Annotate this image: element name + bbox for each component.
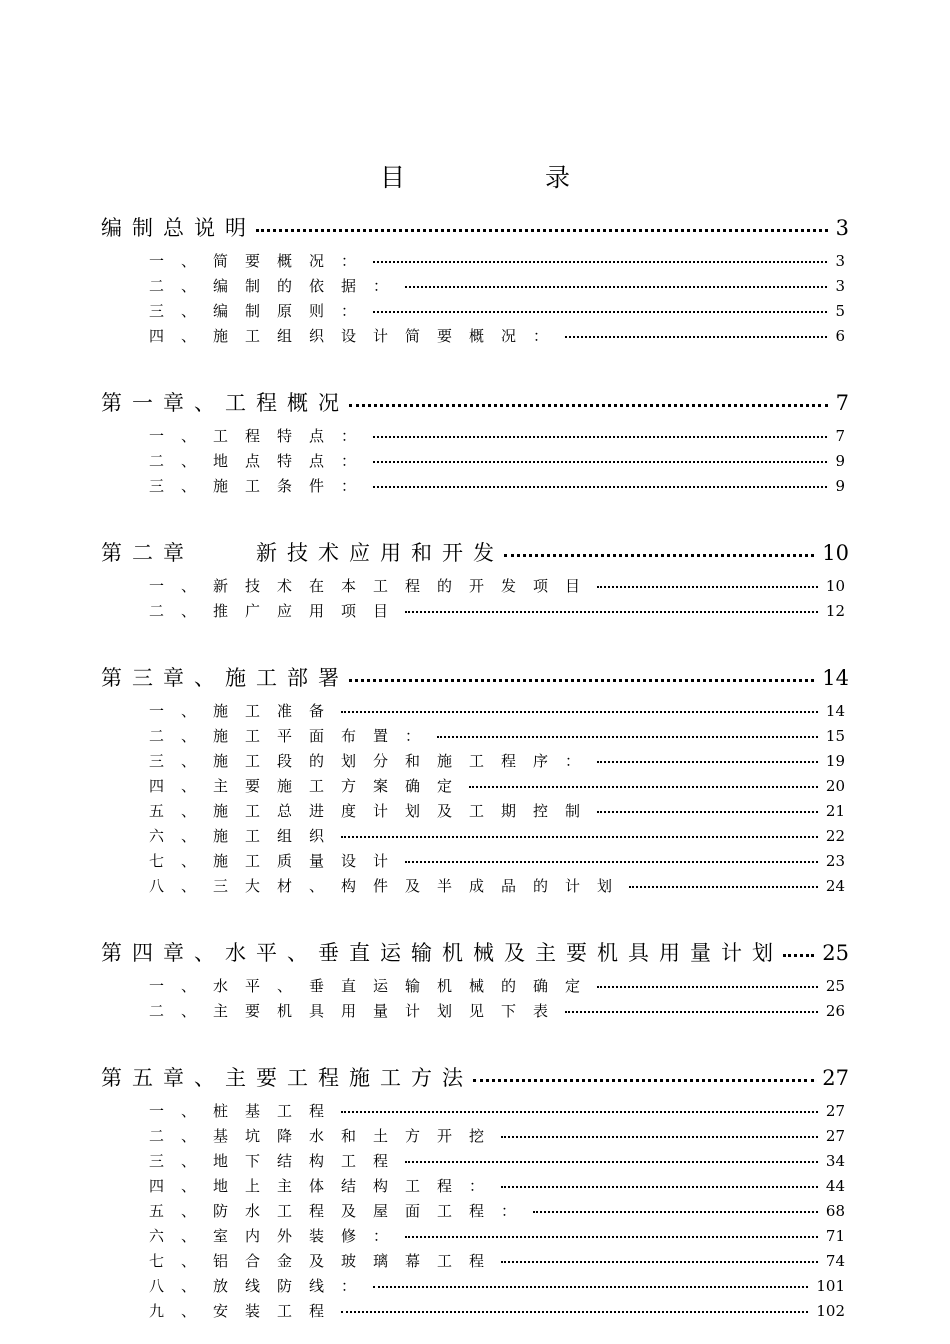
toc-item[interactable] [149, 475, 845, 496]
dot-leader [373, 485, 827, 488]
dot-leader [501, 1135, 818, 1138]
chapter-heading-page-number: 3 [835, 216, 849, 240]
toc-item[interactable] [149, 875, 845, 896]
chapter-heading[interactable] [101, 537, 849, 567]
toc-item[interactable] [149, 1175, 845, 1196]
toc-item-label: 七、铝合金及玻璃幕工程 [149, 1252, 502, 1270]
toc-item[interactable] [149, 1225, 845, 1246]
toc-item[interactable] [149, 800, 845, 821]
toc-item-page-number: 9 [835, 477, 845, 495]
toc-item[interactable] [149, 975, 845, 996]
toc-item-page-number: 5 [835, 302, 845, 320]
dot-leader [469, 785, 818, 788]
chapter-heading-page-number: 10 [822, 541, 849, 565]
dot-leader [373, 1285, 808, 1288]
toc-item-page-number: 25 [825, 977, 845, 995]
dot-leader [349, 678, 814, 682]
toc-item[interactable] [149, 1250, 845, 1271]
toc-item-label: 一、工程特点： [149, 427, 374, 445]
dot-leader [405, 860, 818, 863]
toc-item-label: 四、地上主体结构工程： [149, 1177, 502, 1195]
toc-item-label: 二、基坑降水和土方开挖 [149, 1127, 502, 1145]
toc-item[interactable] [149, 300, 845, 321]
toc-item-page-number: 9 [835, 452, 845, 470]
toc-item-page-number: 74 [825, 1252, 845, 1270]
toc-item[interactable] [149, 425, 845, 446]
chapter-heading-label: 第一章、工程概况 [101, 391, 349, 415]
dot-leader [565, 335, 827, 338]
toc-item[interactable] [149, 1275, 845, 1296]
dot-leader [373, 435, 827, 438]
dot-leader [341, 710, 818, 713]
toc-item-page-number: 3 [835, 277, 845, 295]
toc-item-label: 五、防水工程及屋面工程： [149, 1202, 534, 1220]
chapter-heading-page-number: 27 [822, 1066, 849, 1090]
toc-item-page-number: 27 [825, 1102, 845, 1120]
dot-leader [341, 1110, 818, 1113]
toc-item-label: 六、室内外装修： [149, 1227, 406, 1245]
toc-item[interactable] [149, 600, 845, 621]
dot-leader [341, 1310, 808, 1313]
toc-item[interactable] [149, 450, 845, 471]
toc-item-page-number: 20 [825, 777, 845, 795]
toc-item-label: 四、施工组织设计简要概况： [149, 327, 566, 345]
toc-item-page-number: 15 [825, 727, 845, 745]
toc-item-label: 六、施工组织 [149, 827, 342, 845]
toc-item-label: 二、地点特点： [149, 452, 374, 470]
dot-leader [597, 760, 818, 763]
dot-leader [629, 885, 818, 888]
toc-item-label: 三、编制原则： [149, 302, 374, 320]
toc-item[interactable] [149, 850, 845, 871]
toc-item[interactable] [149, 825, 845, 846]
toc-item-page-number: 19 [825, 752, 845, 770]
toc-item[interactable] [149, 275, 845, 296]
toc-item-label: 一、施工准备 [149, 702, 342, 720]
toc-item-page-number: 10 [825, 577, 845, 595]
toc-item-label: 一、水平、垂直运输机械的确定 [149, 977, 598, 995]
toc-item-page-number: 7 [835, 427, 845, 445]
toc-item-label: 二、主要机具用量计划见下表 [149, 1002, 566, 1020]
toc-item-page-number: 71 [825, 1227, 845, 1245]
toc-item[interactable] [149, 250, 845, 271]
chapter-heading-page-number: 14 [822, 666, 849, 690]
page-title [0, 158, 950, 194]
dot-leader [783, 953, 814, 957]
toc-item-label: 一、新技术在本工程的开发项目 [149, 577, 598, 595]
dot-leader [373, 260, 827, 263]
dot-leader [501, 1260, 818, 1263]
chapter-heading-label: 第三章、施工部署 [101, 666, 349, 690]
toc-item[interactable] [149, 1300, 845, 1321]
dot-leader [565, 1010, 818, 1013]
toc-item-label: 三、施工段的划分和施工程序： [149, 752, 598, 770]
chapter-heading-page-number: 7 [835, 391, 849, 415]
chapter-heading[interactable] [101, 1062, 849, 1092]
toc-item-page-number: 6 [835, 327, 845, 345]
toc-item[interactable] [149, 1100, 845, 1121]
toc-item-label: 二、推广应用项目 [149, 602, 406, 620]
toc-item-label: 五、施工总进度计划及工期控制 [149, 802, 598, 820]
chapter-heading-label: 第五章、主要工程施工方法 [101, 1066, 473, 1090]
dot-leader [437, 735, 818, 738]
toc-item-page-number: 44 [825, 1177, 845, 1195]
toc-item[interactable] [149, 575, 845, 596]
toc-item[interactable] [149, 1150, 845, 1171]
toc-item-label: 八、放线防线： [149, 1277, 374, 1295]
toc-item-page-number: 3 [835, 252, 845, 270]
toc-item-page-number: 12 [825, 602, 845, 620]
dot-leader [533, 1210, 818, 1213]
chapter-heading[interactable] [101, 212, 849, 242]
toc-item-page-number: 23 [825, 852, 845, 870]
toc-item-label: 一、桩基工程 [149, 1102, 342, 1120]
chapter-heading-label: 第二章 新技术应用和开发 [101, 541, 504, 565]
chapter-heading-page-number: 25 [822, 941, 849, 965]
toc-item-label: 三、施工条件： [149, 477, 374, 495]
toc-item[interactable] [149, 775, 845, 796]
chapter-heading[interactable] [101, 662, 849, 692]
toc-item-page-number: 22 [825, 827, 845, 845]
toc-item-label: 四、主要施工方案确定 [149, 777, 470, 795]
toc-item[interactable] [149, 700, 845, 721]
toc-item[interactable] [149, 750, 845, 771]
dot-leader [473, 1078, 814, 1082]
toc-item-page-number: 26 [825, 1002, 845, 1020]
dot-leader [597, 585, 818, 588]
dot-leader [405, 1235, 818, 1238]
toc-item-label: 九、安装工程 [149, 1302, 342, 1320]
chapter-heading-label: 编制总说明 [101, 216, 256, 240]
dot-leader [341, 835, 818, 838]
chapter-heading-label: 第四章、水平、垂直运输机械及主要机具用量计划 [101, 941, 783, 965]
toc-item-page-number: 24 [825, 877, 845, 895]
toc-item[interactable] [149, 1200, 845, 1221]
toc-item[interactable] [149, 1125, 845, 1146]
toc-item[interactable] [149, 725, 845, 746]
chapter-heading[interactable] [101, 387, 849, 417]
toc-item[interactable] [149, 325, 845, 346]
title-char-left: 目 [379, 163, 405, 192]
dot-leader [256, 228, 828, 232]
toc-item-label: 二、施工平面布置： [149, 727, 438, 745]
toc-item[interactable] [149, 1000, 845, 1021]
dot-leader [504, 553, 814, 557]
dot-leader [405, 1160, 818, 1163]
toc-item-page-number: 27 [825, 1127, 845, 1145]
dot-leader [501, 1185, 818, 1188]
toc-item-label: 七、施工质量设计 [149, 852, 406, 870]
dot-leader [405, 285, 827, 288]
toc-item-label: 八、三大材、构件及半成品的计划 [149, 877, 630, 895]
toc-item-page-number: 34 [825, 1152, 845, 1170]
chapter-heading[interactable] [101, 937, 849, 967]
dot-leader [349, 403, 828, 407]
title-char-right: 录 [545, 163, 571, 192]
toc-item-page-number: 21 [825, 802, 845, 820]
dot-leader [373, 460, 827, 463]
toc-item-label: 一、简要概况： [149, 252, 374, 270]
toc-item-page-number: 68 [825, 1202, 845, 1220]
toc-item-label: 二、编制的依据： [149, 277, 406, 295]
toc-item-label: 三、地下结构工程 [149, 1152, 406, 1170]
dot-leader [405, 610, 818, 613]
toc-item-page-number: 14 [825, 702, 845, 720]
dot-leader [597, 810, 818, 813]
toc-item-page-number: 101 [816, 1277, 845, 1295]
toc-item-page-number: 102 [816, 1302, 845, 1320]
dot-leader [373, 310, 827, 313]
dot-leader [597, 985, 818, 988]
